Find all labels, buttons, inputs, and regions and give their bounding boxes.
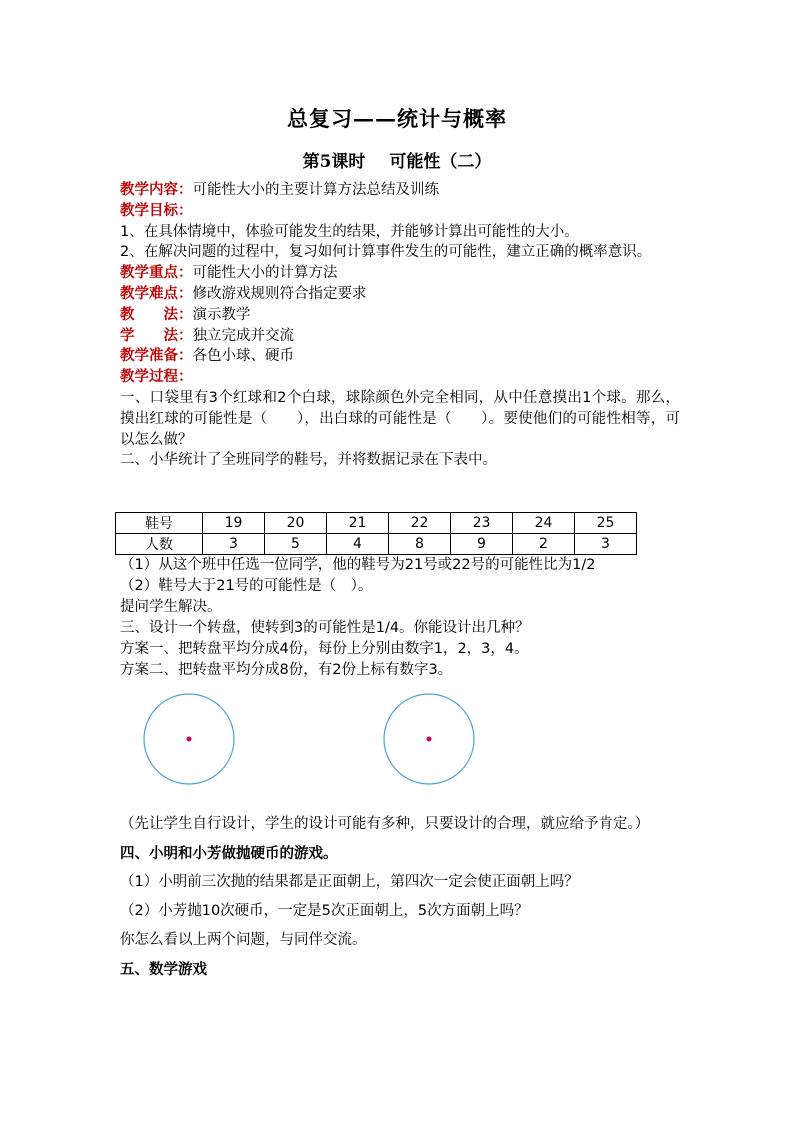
table-row (116, 513, 637, 534)
list-item: （2）小芳抛10次硬币，一定是5次正面朝上，5次方面朝上吗？ (120, 903, 529, 919)
spinner-circle-1 (140, 692, 238, 790)
meta-line (120, 346, 680, 367)
row-header: 鞋号 (116, 513, 203, 534)
table-cell: 9 (451, 534, 513, 555)
row-header: 人数 (116, 534, 203, 555)
lesson-tail (120, 810, 685, 984)
table-cell: 4 (327, 534, 389, 555)
objective: 1、在具体情境中，体验可能发生的结果，并能够计算出可能性的大小。 (120, 223, 579, 240)
meta-text: 各色小球、硬币 (192, 348, 294, 365)
lesson-subtitle (0, 147, 794, 172)
meta-line (120, 305, 680, 326)
meta-line (120, 201, 680, 222)
list-item: （1）从这个班中任选一位同学，他的鞋号为21号或22号的可能性比为1/2 (120, 557, 596, 573)
meta-label: 教学难点： (120, 285, 193, 302)
list-item: 方案一、把转盘平均分成4份，每份上分别由数字1，2，3，4。 (120, 641, 529, 657)
teacher-note: （先让学生自行设计，学生的设计可能有多种，只要设计的合理，就应给予肯定。） (120, 816, 650, 832)
list-item: 提问学生解决。 (120, 599, 222, 615)
spinner-center-dot (187, 737, 192, 742)
meta-line (120, 263, 680, 284)
list-item: 三、设计一个转盘，使转到3的可能性是1/4。你能设计出几种？ (120, 620, 530, 636)
list-item: （2）鞋号大于21号的可能性是（ ）。 (120, 578, 373, 594)
meta-text: 可能性大小的计算方法 (192, 265, 338, 282)
table-cell: 25 (575, 513, 637, 534)
meta-line (120, 180, 680, 201)
question-2: 二、小华统计了全班同学的鞋号，并将数据记录在下表中。 (120, 452, 497, 469)
spinner-circle-2 (380, 692, 478, 790)
meta-line (120, 367, 680, 388)
meta-label: 教学重点： (120, 265, 193, 282)
lesson-number: 第5课时 (302, 152, 366, 172)
table-cell: 5 (265, 534, 327, 555)
list-item: 方案二、把转盘平均分成8份，有2份上标有数字3。 (120, 662, 453, 678)
table-cell: 2 (513, 534, 575, 555)
meta-label: 教 法： (120, 306, 193, 323)
meta-text: 演示教学 (192, 306, 251, 323)
meta-text: 独立完成并交流 (192, 327, 294, 344)
lesson-plan-header (120, 180, 680, 471)
table-cell: 8 (389, 534, 451, 555)
meta-text: 修改游戏规则符合指定要求 (192, 285, 367, 302)
list-item: 你怎么看以上两个问题，与同伴交流。 (120, 932, 367, 948)
table-row (116, 534, 637, 555)
meta-label: 学 法： (120, 327, 193, 344)
table-cell: 19 (203, 513, 265, 534)
question-2-items (120, 555, 680, 681)
table-cell: 22 (389, 513, 451, 534)
page-title: 总复习——统计与概率 (287, 106, 507, 131)
question-5-heading: 五、数学游戏 (120, 961, 207, 978)
table-cell: 20 (265, 513, 327, 534)
question-4-heading: 四、小明和小芳做抛硬币的游戏。 (120, 845, 338, 862)
table-cell: 23 (451, 513, 513, 534)
meta-line (120, 284, 680, 305)
meta-label: 教学目标： (120, 202, 193, 219)
spinner-center-dot (427, 737, 432, 742)
table-cell: 3 (575, 534, 637, 555)
question-1: 一、口袋里有3个红球和2个白球，球除颜色外完全相同，从中任意摸出1个球。那么，摸出红球的可能性是（ ），出白球的可能性是（ ）。要使他们的可能性相等，可以怎么做？ (120, 389, 680, 448)
meta-label: 教学准备： (120, 348, 193, 365)
list-item: （1）小明前三次抛的结果都是正面朝上，第四次一定会使正面朝上吗？ (120, 874, 579, 890)
table-cell: 21 (327, 513, 389, 534)
meta-label: 教学内容： (120, 182, 193, 198)
meta-text: 可能性大小的主要计算方法总结及训练 (192, 182, 439, 198)
table-cell: 24 (513, 513, 575, 534)
table-cell: 3 (203, 534, 265, 555)
objective: 2、在解决问题的过程中，复习如何计算事件发生的可能性，建立正确的概率意识。 (120, 244, 652, 261)
meta-line (120, 326, 680, 347)
meta-label: 教学过程： (120, 369, 193, 386)
shoe-size-table (115, 512, 637, 555)
lesson-topic: 可能性（二） (389, 152, 492, 172)
